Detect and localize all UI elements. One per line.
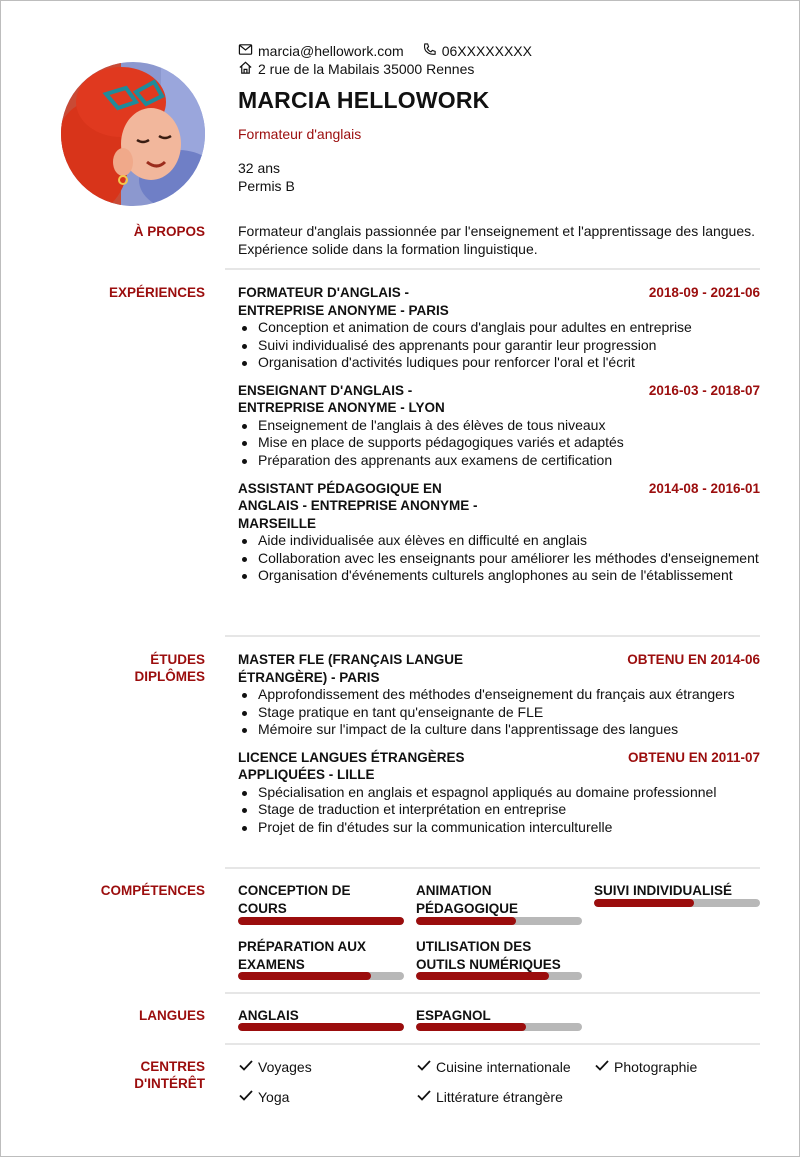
address-text: 2 rue de la Mabilais 35000 Rennes [258, 61, 475, 77]
interest-label: Littérature étrangère [436, 1088, 563, 1105]
experience-entry [238, 480, 760, 585]
interest-item [594, 1057, 697, 1076]
education-list [238, 651, 760, 847]
education-date: OBTENU EN 2014-06 [627, 652, 760, 667]
about-text: Formateur d'anglais passionnée par l'enseignement et l'apprentissage des langues. Expérience solide dans la formation linguistique. [238, 223, 756, 257]
interest-label: Voyages [258, 1058, 312, 1075]
language-level-fill [416, 1023, 526, 1031]
language-level-fill [238, 1023, 404, 1031]
list-item: Enseignement de l'anglais à des élèves de tous niveaux [238, 417, 760, 435]
skill-name: PRÉPARATION AUX EXAMENS [238, 939, 367, 972]
list-item: Organisation d'activités ludiques pour renforcer l'oral et l'écrit [238, 354, 760, 372]
check-icon [238, 1057, 258, 1076]
list-item: Projet de fin d'études sur la communication interculturelle [238, 819, 760, 837]
experience-title: ASSISTANT PÉDAGOGIQUE EN ANGLAIS - ENTREPRISE ANONYME - MARSEILLE [238, 480, 478, 531]
separator [225, 635, 760, 637]
list-item: Collaboration avec les enseignants pour améliorer les méthodes d'enseignement [238, 550, 760, 568]
education-entry [238, 749, 760, 837]
skill-name: UTILISATION DES OUTILS NUMÉRIQUES [416, 939, 561, 972]
list-item: Suivi individualisé des apprenants pour garantir leur progression [238, 337, 760, 355]
experience-title: ENSEIGNANT D'ANGLAIS - ENTREPRISE ANONYME - LYON [238, 382, 445, 416]
skill-item [416, 882, 582, 917]
skill-level-fill [238, 972, 371, 980]
skill-level-bar [238, 917, 404, 925]
interest-item [238, 1087, 289, 1106]
interest-label: Yoga [258, 1088, 290, 1105]
interest-label: Photographie [614, 1058, 698, 1075]
check-icon [416, 1087, 436, 1106]
check-icon [416, 1057, 436, 1076]
experience-bullets [238, 319, 760, 372]
skill-name: SUIVI INDIVIDUALISÉ [594, 883, 733, 898]
language-level-bar [238, 1023, 404, 1031]
list-item: Approfondissement des méthodes d'enseignement du français aux étrangers [238, 686, 760, 704]
language-item [238, 1007, 404, 1025]
experience-bullets [238, 532, 760, 585]
phone-icon [422, 42, 442, 61]
skill-name: ANIMATION PÉDAGOGIQUE [416, 883, 519, 916]
list-item: Préparation des apprenants aux examens de certification [238, 452, 760, 470]
contact-block [238, 42, 532, 78]
home-icon [238, 60, 258, 79]
experience-entry [238, 382, 760, 470]
interest-label: Cuisine internationale [436, 1058, 571, 1075]
education-date: OBTENU EN 2011-07 [627, 749, 760, 765]
email-text[interactable]: marcia@hellowork.com [258, 43, 404, 59]
list-item: Stage de traduction et interprétation en entreprise [238, 801, 760, 819]
check-icon [594, 1057, 614, 1076]
language-name: ANGLAIS [238, 1008, 299, 1023]
profile-photo [61, 62, 205, 206]
education-title: MASTER FLE (FRANÇAIS LANGUE ÉTRANGÈRE) - PARIS [238, 652, 463, 685]
section-label-about: À PROPOS [133, 224, 205, 239]
list-item: Spécialisation en anglais et espagnol appliqués au domaine professionnel [238, 784, 760, 802]
interest-item [416, 1057, 571, 1076]
section-label-experiences: EXPÉRIENCES [108, 285, 205, 300]
personal-info [238, 160, 295, 195]
list-item: Mémoire sur l'impact de la culture dans l'apprentissage des langues [238, 721, 760, 739]
list-item: Stage pratique en tant qu'enseignante de FLE [238, 704, 760, 722]
age-text: 32 ans [238, 160, 281, 176]
skill-item [238, 938, 404, 973]
education-title: LICENCE LANGUES ÉTRANGÈRES APPLIQUÉES - LILLE [238, 749, 465, 783]
skill-item [594, 882, 760, 900]
skill-item [416, 938, 582, 973]
candidate-name: MARCIA HELLOWORK [238, 87, 490, 113]
experience-bullets [238, 417, 760, 470]
language-level-bar [416, 1023, 582, 1031]
section-label-skills: COMPÉTENCES [100, 883, 205, 898]
skill-item [238, 882, 404, 917]
license-text: Permis B [238, 177, 295, 194]
list-item: Conception et animation de cours d'anglais pour adultes en entreprise [238, 319, 760, 337]
separator [225, 867, 760, 869]
experience-date: 2014-08 - 2016-01 [648, 480, 760, 496]
skill-level-fill [238, 917, 404, 925]
separator [225, 992, 760, 994]
language-item [416, 1007, 582, 1025]
skill-level-bar [416, 917, 582, 925]
skill-level-fill [416, 917, 516, 925]
education-entry [238, 651, 760, 739]
language-name: ESPAGNOL [416, 1008, 491, 1023]
experience-list [238, 284, 760, 595]
job-title: Formateur d'anglais [238, 126, 362, 142]
list-item: Aide individualisée aux élèves en difficulté en anglais [238, 532, 760, 550]
section-label-languages: LANGUES [138, 1008, 205, 1023]
envelope-icon [238, 42, 258, 61]
experience-title: FORMATEUR D'ANGLAIS - ENTREPRISE ANONYME - PARIS [238, 285, 449, 318]
section-label-interests: CENTRES D'INTÉRÊT [134, 1059, 205, 1091]
experience-entry [238, 284, 760, 372]
experience-date: 2016-03 - 2018-07 [648, 382, 760, 398]
check-icon [238, 1087, 258, 1106]
experience-date: 2018-09 - 2021-06 [648, 285, 760, 300]
skill-level-bar [416, 972, 582, 980]
separator [225, 268, 760, 270]
skill-level-bar [238, 972, 404, 980]
interest-item [238, 1057, 312, 1076]
skill-level-bar [594, 899, 760, 907]
section-label-education: ÉTUDES DIPLÔMES [134, 652, 205, 684]
separator [225, 1043, 760, 1045]
skill-level-fill [594, 899, 694, 907]
skill-name: CONCEPTION DE COURS [238, 883, 351, 916]
list-item: Mise en place de supports pédagogiques variés et adaptés [238, 434, 760, 452]
education-bullets [238, 784, 760, 837]
interest-item [416, 1087, 563, 1106]
education-bullets [238, 686, 760, 739]
skill-level-fill [416, 972, 549, 980]
list-item: Organisation d'événements culturels anglophones au sein de l'établissement [238, 567, 760, 585]
phone-text[interactable]: 06XXXXXXXX [441, 43, 532, 59]
